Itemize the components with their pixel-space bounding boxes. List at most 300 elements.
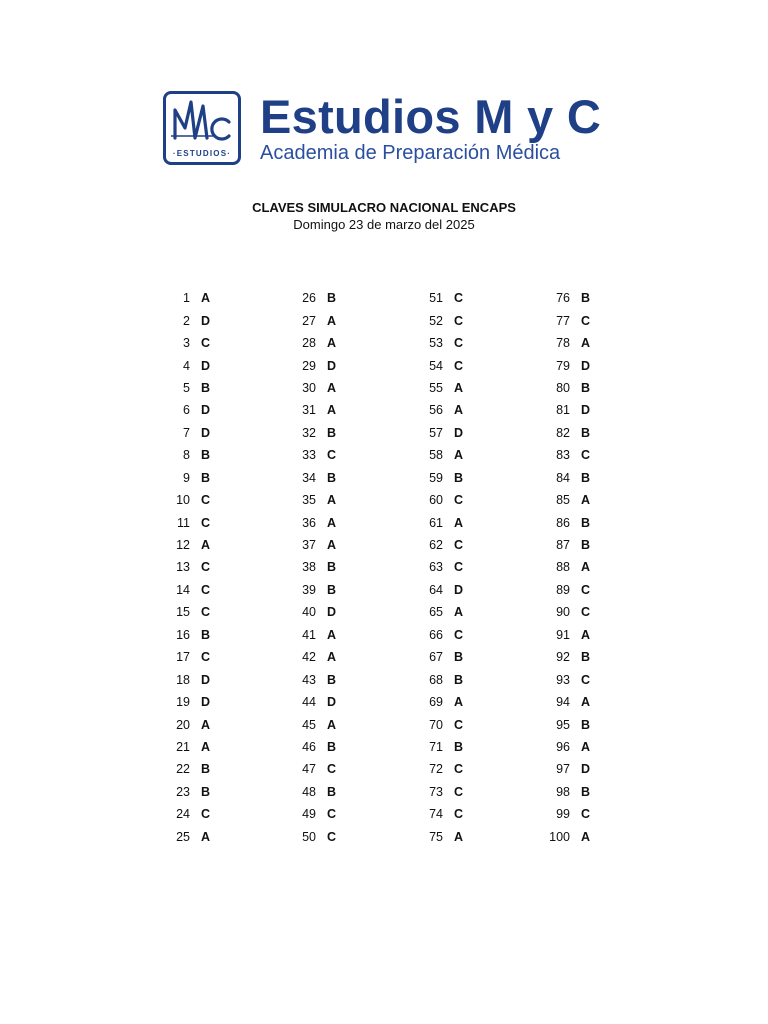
logo-mark-icon bbox=[169, 98, 235, 144]
answer-key: C bbox=[454, 358, 464, 373]
answer-row bbox=[403, 736, 523, 758]
answer-row bbox=[276, 736, 396, 758]
question-number: 57 bbox=[429, 425, 443, 440]
answer-key: C bbox=[454, 560, 464, 575]
answer-row bbox=[150, 422, 270, 444]
answer-key: A bbox=[327, 650, 337, 665]
answer-key: C bbox=[454, 627, 464, 642]
answer-key: C bbox=[581, 313, 591, 328]
question-number: 28 bbox=[302, 336, 316, 351]
answer-key: D bbox=[201, 358, 211, 373]
answer-key: B bbox=[327, 470, 337, 485]
answer-key: A bbox=[581, 336, 591, 351]
answer-row bbox=[530, 781, 650, 803]
question-number: 17 bbox=[176, 650, 190, 665]
answer-key: D bbox=[327, 358, 337, 373]
answer-row bbox=[150, 287, 270, 309]
answer-row bbox=[276, 287, 396, 309]
question-number: 4 bbox=[183, 358, 190, 373]
answer-row bbox=[276, 579, 396, 601]
answer-row bbox=[403, 444, 523, 466]
answer-row bbox=[276, 758, 396, 780]
question-number: 43 bbox=[302, 672, 316, 687]
answer-key: A bbox=[327, 493, 337, 508]
answer-key: B bbox=[581, 425, 591, 440]
answer-row bbox=[276, 601, 396, 623]
question-number: 88 bbox=[556, 560, 570, 575]
answer-row bbox=[150, 579, 270, 601]
question-number: 87 bbox=[556, 538, 570, 553]
answer-key: B bbox=[201, 627, 211, 642]
question-number: 49 bbox=[302, 807, 316, 822]
question-number: 62 bbox=[429, 538, 443, 553]
answer-key: C bbox=[581, 448, 591, 463]
answer-row bbox=[276, 713, 396, 735]
answer-key: C bbox=[454, 538, 464, 553]
question-number: 48 bbox=[302, 784, 316, 799]
question-number: 45 bbox=[302, 717, 316, 732]
answer-row bbox=[276, 467, 396, 489]
question-number: 10 bbox=[176, 493, 190, 508]
answer-row bbox=[150, 511, 270, 533]
answer-key: B bbox=[327, 739, 337, 754]
brand-block bbox=[260, 91, 601, 164]
answer-row bbox=[530, 624, 650, 646]
answer-row bbox=[150, 646, 270, 668]
answer-key: C bbox=[201, 515, 211, 530]
answer-row bbox=[403, 309, 523, 331]
answer-row bbox=[403, 556, 523, 578]
question-number: 14 bbox=[176, 582, 190, 597]
answer-key: A bbox=[327, 380, 337, 395]
answer-key: B bbox=[581, 380, 591, 395]
answer-key: C bbox=[454, 493, 464, 508]
answer-row bbox=[530, 511, 650, 533]
question-number: 3 bbox=[183, 336, 190, 351]
answer-row bbox=[150, 399, 270, 421]
question-number: 99 bbox=[556, 807, 570, 822]
question-number: 31 bbox=[302, 403, 316, 418]
question-number: 73 bbox=[429, 784, 443, 799]
question-number: 77 bbox=[556, 313, 570, 328]
question-number: 100 bbox=[549, 829, 570, 844]
answer-key: C bbox=[201, 650, 211, 665]
answer-column bbox=[150, 287, 270, 848]
answer-row bbox=[276, 377, 396, 399]
question-number: 79 bbox=[556, 358, 570, 373]
answer-row bbox=[276, 489, 396, 511]
question-number: 83 bbox=[556, 448, 570, 463]
question-number: 6 bbox=[183, 403, 190, 418]
answer-key: C bbox=[581, 807, 591, 822]
question-number: 2 bbox=[183, 313, 190, 328]
answer-key: A bbox=[454, 695, 464, 710]
question-number: 42 bbox=[302, 650, 316, 665]
question-number: 51 bbox=[429, 291, 443, 306]
answer-row bbox=[530, 668, 650, 690]
question-number: 13 bbox=[176, 560, 190, 575]
question-number: 59 bbox=[429, 470, 443, 485]
question-number: 86 bbox=[556, 515, 570, 530]
answer-key: A bbox=[327, 515, 337, 530]
logo-subtitle: ·ESTUDIOS· bbox=[172, 149, 232, 158]
answer-row bbox=[403, 758, 523, 780]
answer-row bbox=[530, 601, 650, 623]
answer-key: D bbox=[581, 358, 591, 373]
answer-key: A bbox=[581, 695, 591, 710]
answer-row bbox=[150, 489, 270, 511]
answer-key: D bbox=[201, 672, 211, 687]
answer-key: A bbox=[454, 829, 464, 844]
question-number: 38 bbox=[302, 560, 316, 575]
answer-key: C bbox=[454, 313, 464, 328]
question-number: 5 bbox=[183, 380, 190, 395]
answer-row bbox=[403, 377, 523, 399]
question-number: 81 bbox=[556, 403, 570, 418]
answer-key: B bbox=[327, 425, 337, 440]
question-number: 34 bbox=[302, 470, 316, 485]
answer-row bbox=[150, 691, 270, 713]
answer-key: A bbox=[327, 538, 337, 553]
answer-key: A bbox=[581, 560, 591, 575]
answer-key: B bbox=[201, 380, 211, 395]
question-number: 85 bbox=[556, 493, 570, 508]
question-number: 90 bbox=[556, 605, 570, 620]
question-number: 47 bbox=[302, 762, 316, 777]
answer-key: D bbox=[201, 425, 211, 440]
question-number: 94 bbox=[556, 695, 570, 710]
answer-column bbox=[403, 287, 523, 848]
question-number: 46 bbox=[302, 739, 316, 754]
answer-row bbox=[530, 489, 650, 511]
question-number: 97 bbox=[556, 762, 570, 777]
answer-key: C bbox=[327, 762, 337, 777]
answer-row bbox=[150, 624, 270, 646]
question-number: 55 bbox=[429, 380, 443, 395]
question-number: 29 bbox=[302, 358, 316, 373]
question-number: 98 bbox=[556, 784, 570, 799]
answer-row bbox=[403, 489, 523, 511]
answer-key: B bbox=[201, 448, 211, 463]
question-number: 9 bbox=[183, 470, 190, 485]
question-number: 74 bbox=[429, 807, 443, 822]
answer-key: D bbox=[201, 695, 211, 710]
answer-row bbox=[276, 646, 396, 668]
answer-row bbox=[530, 287, 650, 309]
answer-key: A bbox=[201, 291, 211, 306]
answer-key: C bbox=[454, 784, 464, 799]
answer-row bbox=[276, 511, 396, 533]
question-number: 80 bbox=[556, 380, 570, 395]
answer-row bbox=[530, 332, 650, 354]
question-number: 18 bbox=[176, 672, 190, 687]
answer-key: B bbox=[454, 739, 464, 754]
answer-key: D bbox=[581, 762, 591, 777]
question-number: 44 bbox=[302, 695, 316, 710]
answer-key: A bbox=[327, 717, 337, 732]
question-number: 70 bbox=[429, 717, 443, 732]
document-title: CLAVES SIMULACRO NACIONAL ENCAPS bbox=[252, 200, 516, 215]
answer-row bbox=[150, 668, 270, 690]
answer-row bbox=[150, 354, 270, 376]
question-number: 26 bbox=[302, 291, 316, 306]
answer-row bbox=[276, 332, 396, 354]
answer-key: D bbox=[454, 425, 464, 440]
answer-key: B bbox=[581, 538, 591, 553]
answer-key: B bbox=[581, 717, 591, 732]
answer-key: A bbox=[454, 403, 464, 418]
answer-key: C bbox=[454, 717, 464, 732]
question-number: 23 bbox=[176, 784, 190, 799]
question-number: 92 bbox=[556, 650, 570, 665]
answer-row bbox=[403, 332, 523, 354]
question-number: 63 bbox=[429, 560, 443, 575]
answer-key: B bbox=[327, 291, 337, 306]
question-number: 71 bbox=[429, 739, 443, 754]
answer-row bbox=[530, 826, 650, 848]
answer-key: D bbox=[454, 582, 464, 597]
answer-row bbox=[403, 803, 523, 825]
answer-row bbox=[150, 736, 270, 758]
answer-key: A bbox=[327, 403, 337, 418]
answer-key: A bbox=[581, 829, 591, 844]
brand-tagline: Academia de Preparación Médica bbox=[260, 142, 561, 164]
answer-row bbox=[403, 781, 523, 803]
answer-key: C bbox=[327, 829, 337, 844]
answer-key: C bbox=[201, 582, 211, 597]
question-number: 50 bbox=[302, 829, 316, 844]
question-number: 52 bbox=[429, 313, 443, 328]
answer-row bbox=[403, 691, 523, 713]
question-number: 19 bbox=[176, 695, 190, 710]
question-number: 66 bbox=[429, 627, 443, 642]
answer-column bbox=[530, 287, 650, 848]
answer-row bbox=[530, 467, 650, 489]
question-number: 20 bbox=[176, 717, 190, 732]
question-number: 95 bbox=[556, 717, 570, 732]
answer-row bbox=[150, 534, 270, 556]
answer-key: B bbox=[201, 762, 211, 777]
answer-key: A bbox=[454, 605, 464, 620]
answer-row bbox=[150, 826, 270, 848]
question-number: 58 bbox=[429, 448, 443, 463]
question-number: 39 bbox=[302, 582, 316, 597]
question-number: 69 bbox=[429, 695, 443, 710]
question-number: 11 bbox=[177, 515, 190, 530]
answer-row bbox=[403, 713, 523, 735]
answer-row bbox=[276, 803, 396, 825]
answer-key: A bbox=[201, 739, 211, 754]
answer-row bbox=[403, 601, 523, 623]
answer-row bbox=[150, 713, 270, 735]
question-number: 12 bbox=[176, 538, 190, 553]
question-number: 30 bbox=[302, 380, 316, 395]
answer-row bbox=[150, 803, 270, 825]
answer-row bbox=[276, 422, 396, 444]
answer-key: C bbox=[454, 807, 464, 822]
answer-key: A bbox=[201, 829, 211, 844]
answer-key: A bbox=[201, 538, 211, 553]
answer-key: A bbox=[327, 336, 337, 351]
answer-row bbox=[530, 556, 650, 578]
answer-key: A bbox=[327, 627, 337, 642]
answer-key: B bbox=[201, 784, 211, 799]
question-number: 68 bbox=[429, 672, 443, 687]
question-number: 84 bbox=[556, 470, 570, 485]
answer-key: B bbox=[454, 470, 464, 485]
answer-key: C bbox=[454, 336, 464, 351]
answer-key: A bbox=[454, 448, 464, 463]
answer-row bbox=[150, 444, 270, 466]
question-number: 15 bbox=[176, 605, 190, 620]
question-number: 53 bbox=[429, 336, 443, 351]
question-number: 1 bbox=[183, 291, 190, 306]
answer-row bbox=[530, 758, 650, 780]
document-date: Domingo 23 de marzo del 2025 bbox=[293, 217, 475, 232]
answer-row bbox=[150, 377, 270, 399]
answer-row bbox=[403, 534, 523, 556]
question-number: 54 bbox=[429, 358, 443, 373]
question-number: 78 bbox=[556, 336, 570, 351]
answer-row bbox=[150, 309, 270, 331]
question-number: 33 bbox=[302, 448, 316, 463]
question-number: 41 bbox=[302, 627, 316, 642]
question-number: 25 bbox=[176, 829, 190, 844]
answer-row bbox=[403, 668, 523, 690]
answer-row bbox=[276, 668, 396, 690]
answer-key: D bbox=[201, 403, 211, 418]
question-number: 37 bbox=[302, 538, 316, 553]
answer-key: A bbox=[201, 717, 211, 732]
question-number: 40 bbox=[302, 605, 316, 620]
brand-name: Estudios M y C bbox=[260, 90, 602, 143]
answer-key: C bbox=[201, 807, 211, 822]
answer-key: B bbox=[327, 582, 337, 597]
answer-key: A bbox=[454, 515, 464, 530]
answer-row bbox=[276, 691, 396, 713]
answer-row bbox=[403, 467, 523, 489]
answer-row bbox=[530, 309, 650, 331]
answer-row bbox=[150, 556, 270, 578]
answer-row bbox=[530, 444, 650, 466]
question-number: 82 bbox=[556, 425, 570, 440]
question-number: 72 bbox=[429, 762, 443, 777]
answer-row bbox=[403, 399, 523, 421]
answer-row bbox=[150, 758, 270, 780]
question-number: 89 bbox=[556, 582, 570, 597]
question-number: 67 bbox=[429, 650, 443, 665]
answer-row bbox=[276, 556, 396, 578]
question-number: 61 bbox=[429, 515, 443, 530]
answer-key: D bbox=[201, 313, 211, 328]
answer-row bbox=[530, 691, 650, 713]
answer-key: A bbox=[581, 739, 591, 754]
answer-key: B bbox=[201, 470, 211, 485]
answer-key: A bbox=[327, 313, 337, 328]
answer-row bbox=[530, 579, 650, 601]
answer-key: C bbox=[327, 807, 337, 822]
question-number: 21 bbox=[176, 739, 190, 754]
answer-row bbox=[403, 646, 523, 668]
question-number: 36 bbox=[302, 515, 316, 530]
answer-key: B bbox=[581, 515, 591, 530]
answer-row bbox=[276, 534, 396, 556]
answer-key: B bbox=[581, 291, 591, 306]
header bbox=[163, 91, 601, 165]
answer-row bbox=[403, 354, 523, 376]
answer-row bbox=[150, 601, 270, 623]
question-number: 96 bbox=[556, 739, 570, 754]
answer-key: B bbox=[454, 672, 464, 687]
answer-key: B bbox=[327, 784, 337, 799]
question-number: 65 bbox=[429, 605, 443, 620]
question-number: 22 bbox=[176, 762, 190, 777]
answer-key: B bbox=[327, 672, 337, 687]
question-number: 56 bbox=[429, 403, 443, 418]
answer-row bbox=[530, 803, 650, 825]
answer-key: A bbox=[454, 380, 464, 395]
answer-key: A bbox=[581, 493, 591, 508]
question-number: 60 bbox=[429, 493, 443, 508]
answer-key: B bbox=[581, 650, 591, 665]
answer-key: C bbox=[201, 336, 211, 351]
answer-key: D bbox=[327, 695, 337, 710]
answer-key: C bbox=[581, 605, 591, 620]
answer-row bbox=[276, 826, 396, 848]
logo bbox=[163, 91, 241, 165]
answer-row bbox=[276, 624, 396, 646]
question-number: 75 bbox=[429, 829, 443, 844]
question-number: 24 bbox=[176, 807, 190, 822]
question-number: 27 bbox=[302, 313, 316, 328]
answer-key-grid bbox=[0, 287, 768, 847]
answer-row bbox=[150, 781, 270, 803]
answer-key: C bbox=[454, 762, 464, 777]
answer-row bbox=[530, 534, 650, 556]
answer-row bbox=[403, 422, 523, 444]
answer-key: C bbox=[454, 291, 464, 306]
answer-row bbox=[530, 399, 650, 421]
answer-key: B bbox=[581, 784, 591, 799]
answer-key: C bbox=[201, 560, 211, 575]
question-number: 35 bbox=[302, 493, 316, 508]
answer-row bbox=[403, 511, 523, 533]
answer-column bbox=[276, 287, 396, 848]
answer-row bbox=[530, 354, 650, 376]
answer-key: C bbox=[581, 672, 591, 687]
answer-key: D bbox=[327, 605, 337, 620]
question-number: 64 bbox=[429, 582, 443, 597]
question-number: 91 bbox=[556, 627, 570, 642]
question-number: 7 bbox=[183, 425, 190, 440]
answer-key: B bbox=[327, 560, 337, 575]
question-number: 76 bbox=[556, 291, 570, 306]
answer-row bbox=[530, 422, 650, 444]
question-number: 8 bbox=[183, 448, 190, 463]
answer-row bbox=[276, 399, 396, 421]
answer-row bbox=[403, 624, 523, 646]
answer-row bbox=[276, 354, 396, 376]
answer-row bbox=[403, 287, 523, 309]
answer-key: D bbox=[581, 403, 591, 418]
answer-key: A bbox=[581, 627, 591, 642]
answer-key: C bbox=[201, 605, 211, 620]
answer-row bbox=[530, 377, 650, 399]
answer-key: C bbox=[327, 448, 337, 463]
question-number: 16 bbox=[176, 627, 190, 642]
answer-row bbox=[276, 309, 396, 331]
question-number: 32 bbox=[302, 425, 316, 440]
